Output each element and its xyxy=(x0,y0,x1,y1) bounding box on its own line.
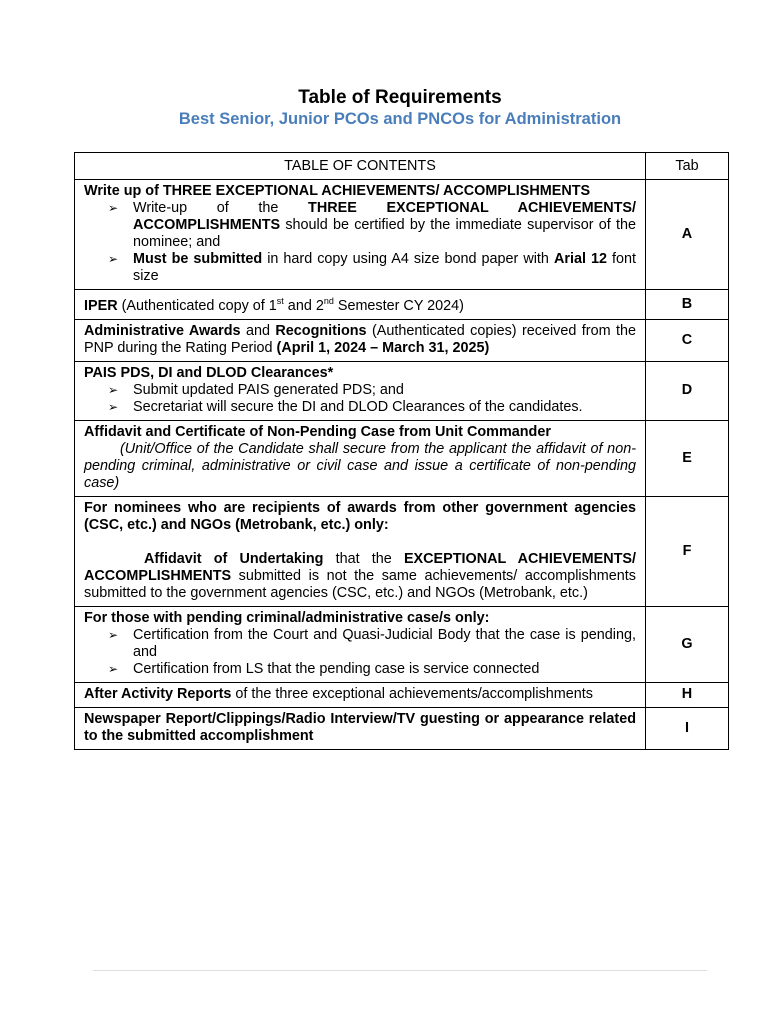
row-c-bold3: (April 1, 2024 – March 31, 2025) xyxy=(276,339,490,356)
row-b-content xyxy=(75,290,646,320)
row-i-content xyxy=(75,707,646,749)
row-c-mid2: (Authenticated copies) received from the PNP during the Rating Period xyxy=(84,322,636,356)
table-row xyxy=(75,361,729,420)
row-b-text3: Semester CY 2024) xyxy=(333,297,464,314)
table-row xyxy=(75,319,729,361)
row-b-text2: and 2 xyxy=(283,297,324,314)
row-h-text: of the three exceptional achievements/accomplishments xyxy=(231,685,593,702)
tab-cell: G xyxy=(646,606,729,682)
table-row xyxy=(75,420,729,496)
row-i-bold: Newspaper Report/Clippings/Radio Interview/TV guesting or appearance related to the submitted accomplishment xyxy=(84,710,636,744)
row-c-bold1: Administrative Awards xyxy=(84,322,241,339)
row-a-b1-bold: THREE EXCEPTIONAL ACHIEVEMENTS/ ACCOMPLISHMENTS xyxy=(133,200,636,233)
row-f-bold2: EXCEPTIONAL ACHIEVEMENTS/ ACCOMPLISHMENTS xyxy=(84,550,636,584)
page-title: Table of Requirements xyxy=(298,87,502,108)
row-d-list xyxy=(84,382,636,416)
row-g-content xyxy=(75,606,646,682)
row-d-heading: PAIS PDS, DI and DLOD Clearances* xyxy=(84,364,334,381)
requirements-table xyxy=(74,152,729,750)
row-h-content xyxy=(75,682,646,707)
row-a-b1-text: Write-up of the xyxy=(133,200,309,216)
row-c-bold2: Recognitions xyxy=(275,322,367,339)
header-contents: TABLE OF CONTENTS xyxy=(75,153,646,180)
row-a-heading: Write up of THREE EXCEPTIONAL ACHIEVEMENTS/ ACCOMPLISHMENTS xyxy=(84,183,591,199)
tab-cell: I xyxy=(646,707,729,749)
row-f-heading: For nominees who are recipients of awards from other government agencies (CSC, etc.) and NGOs (Metrobank, etc.) only: xyxy=(84,499,636,533)
row-f-bold1: Affidavit of Undertaking xyxy=(144,550,324,567)
list-item: ➢ Certification from the Court and Quasi-Judicial Body that the case is pending, and xyxy=(84,627,636,661)
tab-cell: A xyxy=(646,180,729,290)
footer-divider xyxy=(93,970,707,971)
header-tab: Tab xyxy=(646,153,729,180)
row-e-heading: Affidavit and Certificate of Non-Pending Case from Unit Commander xyxy=(84,423,551,440)
row-f-content xyxy=(75,496,646,606)
row-b-sup1: st xyxy=(276,296,284,306)
row-a-b2-post: font size xyxy=(133,251,637,284)
list-item xyxy=(84,251,636,285)
row-f-body xyxy=(84,551,636,602)
page-subtitle: Best Senior, Junior PCOs and PNCOs for Administration xyxy=(178,110,622,128)
table-row xyxy=(75,496,729,606)
row-b-text1: (Authenticated copy of 1 xyxy=(117,297,277,314)
tab-cell: E xyxy=(646,420,729,496)
row-b-bold: IPER xyxy=(84,297,118,314)
row-a-b1-post: should be certified by the immediate supervisor of the nominee; and xyxy=(133,217,636,250)
table-row xyxy=(75,290,729,320)
row-a-content xyxy=(75,180,646,290)
table-row xyxy=(75,606,729,682)
row-c-content xyxy=(75,319,646,361)
row-g-heading: For those with pending criminal/administrative case/s only: xyxy=(84,609,490,626)
table-header-row xyxy=(75,153,729,180)
list-item: ➢ Secretariat will secure the DI and DLOD Clearances of the candidates. xyxy=(84,399,636,416)
row-f-post: submitted is not the same achievements/ accomplishments submitted to the government agencies (CSC, etc.) and NGOs (Metrobank, etc.) xyxy=(84,567,636,601)
row-b-sup2: nd xyxy=(323,296,334,306)
list-item: ➢ Submit updated PAIS generated PDS; and xyxy=(84,382,636,399)
row-a-b2-mid: in hard copy using A4 size bond paper with xyxy=(262,251,554,267)
tab-cell: F xyxy=(646,496,729,606)
row-a-b2-bold: Must be submitted xyxy=(133,251,263,267)
tab-cell: C xyxy=(646,319,729,361)
row-h-bold: After Activity Reports xyxy=(84,685,232,702)
spacer xyxy=(84,534,636,551)
row-c-mid1: and xyxy=(240,322,276,339)
tab-cell: B xyxy=(646,290,729,320)
tab-cell: H xyxy=(646,682,729,707)
list-item xyxy=(84,200,636,251)
list-item: ➢ Certification from LS that the pending case is service connected xyxy=(84,661,636,678)
row-e-note: (Unit/Office of the Candidate shall secure from the applicant the affidavit of non-pending criminal, administrative or civil case and issue a certificate of non-pending case) xyxy=(84,440,636,491)
row-g-list xyxy=(84,627,636,678)
row-e-content xyxy=(75,420,646,496)
row-a-b2-bold2: Arial 12 xyxy=(553,251,607,267)
table-row xyxy=(75,707,729,749)
table-row xyxy=(75,180,729,290)
row-f-mid1: that the xyxy=(323,550,404,567)
row-d-content xyxy=(75,361,646,420)
row-a-list xyxy=(84,200,636,285)
tab-cell: D xyxy=(646,361,729,420)
table-row xyxy=(75,682,729,707)
